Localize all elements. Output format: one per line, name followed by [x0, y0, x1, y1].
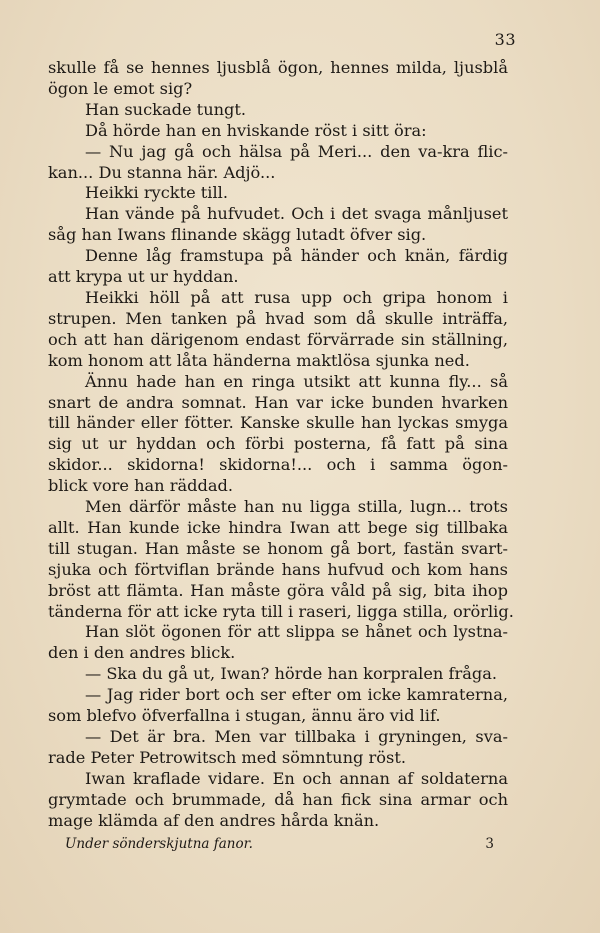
text-line: mage klämda af den andres hårda knän. — [48, 810, 380, 830]
text-line: och att han därigenom endast förvärrade sin ställning, — [48, 329, 508, 349]
text-line: Då hörde han en hviskande röst i sitt öra: — [85, 120, 427, 140]
text-line: snart de andra somnat. Han var icke bunden hvarken — [48, 392, 508, 412]
text-line: såg han Iwans flinande skägg lutadt öfver sig. — [48, 225, 427, 245]
text-line: strupen. Men tanken på hvad som då skulle inträffa, — [48, 308, 508, 328]
text-line: den i den andres blick. — [48, 643, 236, 663]
text-line: att krypa ut ur hyddan. — [48, 267, 239, 287]
text-line: — Nu jag gå och hälsa på Meri... den va-kra flic- — [85, 141, 508, 161]
text-line: Heikki ryckte till. — [85, 183, 228, 203]
text-line: skulle få se hennes ljusblå ögon, hennes milda, ljusblå — [48, 58, 508, 77]
text-line: — Det är bra. Men var tillbaka i gryningen, sva- — [85, 727, 508, 746]
text-line: Iwan kraflade vidare. En och annan af soldaterna — [85, 768, 508, 788]
text-line: tänderna för att icke ryta till i raseri, ligga stilla, orörlig. — [48, 601, 514, 621]
text-line: till händer eller fötter. Kanske skulle han lyckas smyga — [48, 413, 508, 433]
text-line: sig ut ur hyddan och förbi posterna, få fatt på sina — [48, 434, 508, 454]
text-line: Ännu hade han en ringa utsikt att kunna fly... så — [85, 371, 508, 391]
text-line: skidor... skidorna! skidorna!... och i samma ögon- — [48, 455, 508, 475]
text-line: allt. Han kunde icke hindra Iwan att bege sig tillbaka — [48, 517, 508, 537]
text-line: — Jag rider bort och ser efter om icke kamraterna, — [85, 685, 508, 705]
text-line: Han slöt ögonen för att slippa se hånet och lystna- — [85, 622, 508, 642]
text-line: grymtade och brummade, då han fick sina armar och — [48, 789, 508, 809]
text-line: bröst att flämta. Han måste göra våld på sig, bita ihop — [48, 580, 508, 600]
text-line: kan... Du stanna här. Adjö... — [48, 162, 276, 182]
text-line: Men därför måste han nu ligga stilla, lugn... trots — [85, 497, 508, 517]
text-line: — Ska du gå ut, Iwan? hörde han korpralen fråga. — [85, 664, 498, 684]
text-line: som blefvo öfverfallna i stugan, ännu äro vid lif. — [48, 706, 441, 726]
page-number: 33 — [494, 30, 516, 49]
footer-sheet-number: 3 — [485, 836, 494, 852]
page-footer — [65, 836, 494, 852]
text-line: Han vände på hufvudet. Och i det svaga månljuset — [85, 204, 508, 224]
text-line: kom honom att låta händerna maktlösa sjunka ned. — [48, 350, 470, 370]
text-line: sjuka och förtviflan brände hans hufvud och kom hans — [48, 559, 508, 579]
text-line: rade Peter Petrowitsch med sömntung röst. — [48, 747, 406, 767]
footer-signature: Under sönderskjutna fanor. — [65, 836, 253, 852]
text-line: Han suckade tungt. — [85, 99, 247, 119]
text-line: Heikki höll på att rusa upp och gripa honom i — [85, 287, 508, 307]
text-line: Denne låg framstupa på händer och knän, färdig — [85, 246, 508, 266]
text-line: blick vore han räddad. — [48, 476, 234, 496]
text-line: till stugan. Han måste se honom gå bort, fastän svart- — [48, 538, 508, 558]
text-line: ögon le emot sig? — [48, 78, 193, 98]
body-text — [48, 58, 514, 832]
